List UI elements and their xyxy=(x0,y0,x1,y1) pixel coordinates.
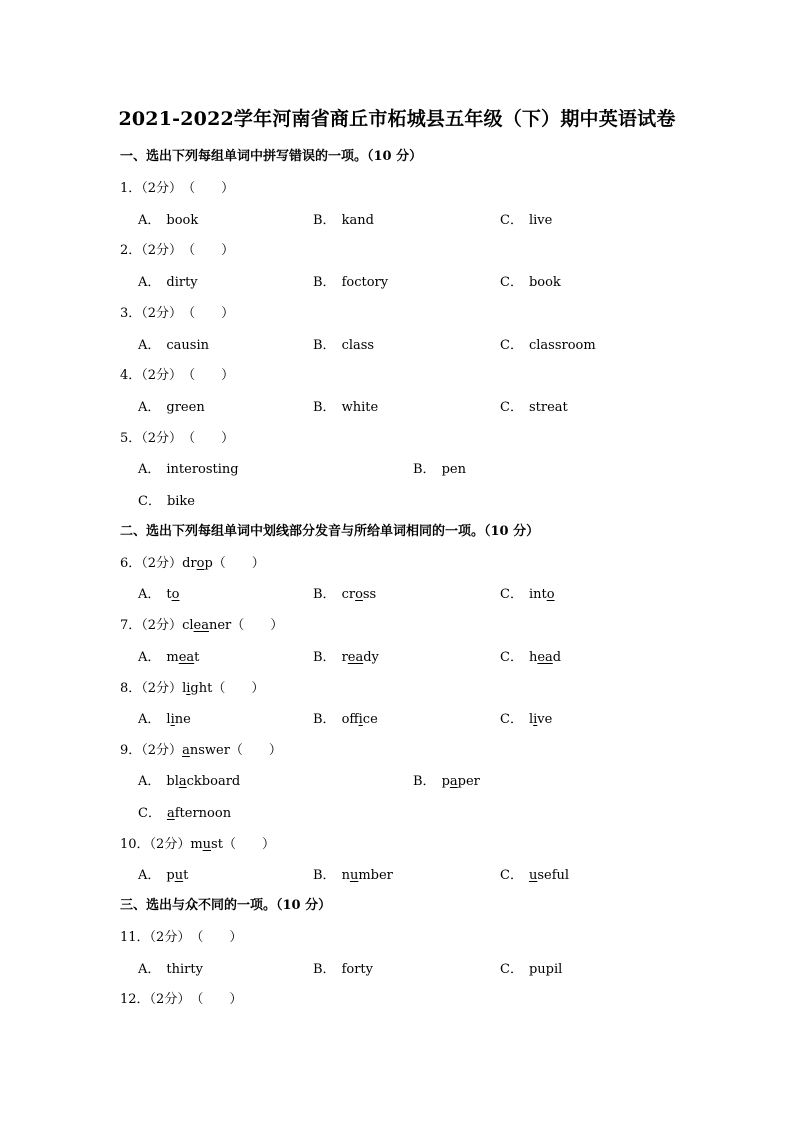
option-letter: B． xyxy=(313,712,336,727)
word-text: l xyxy=(182,681,187,696)
word-text: ss xyxy=(362,587,377,602)
question-number: 2． xyxy=(120,243,142,258)
word-text: thirty xyxy=(166,962,203,977)
question-6 xyxy=(120,552,265,571)
word-text: l xyxy=(528,712,534,727)
page-title: 2021-2022学年河南省商丘市柘城县五年级（下）期中英语试卷 xyxy=(118,108,676,130)
section-heading-1: 一、选出下列每组单词中拼写错误的一项。（10 分） xyxy=(120,149,423,164)
word-text: classroom xyxy=(528,338,596,353)
option-letter: B． xyxy=(413,774,436,789)
question-number: 1． xyxy=(120,181,142,196)
option-letter: C． xyxy=(500,213,523,228)
word-text: t xyxy=(166,587,172,602)
question-points: （2分） xyxy=(149,992,191,1007)
word-text: cl xyxy=(182,618,194,633)
answer-blank: （ ） xyxy=(182,181,235,196)
option-c xyxy=(500,583,555,602)
word-text: forty xyxy=(341,962,373,977)
word-text: seful xyxy=(537,868,570,883)
word-text: white xyxy=(341,400,379,415)
section-heading-2: 二、选出下列每组单词中划线部分发音与所给单词相同的一项。（10 分） xyxy=(120,524,540,539)
option-c xyxy=(500,271,561,290)
option-b xyxy=(313,646,379,665)
option-c xyxy=(500,334,596,353)
option-a xyxy=(138,958,203,977)
word-text: p xyxy=(441,774,450,789)
question-12 xyxy=(120,988,242,1007)
question-points: （2分） xyxy=(141,431,183,446)
option-letter: B． xyxy=(313,338,336,353)
word-text: cr xyxy=(341,587,356,602)
word-text: l xyxy=(166,712,171,727)
option-b xyxy=(313,864,393,883)
word-text: st xyxy=(211,837,223,852)
option-letter: C． xyxy=(138,806,161,821)
question-points: （2分） xyxy=(141,681,183,696)
question-points: （2分） xyxy=(141,243,183,258)
question-9 xyxy=(120,739,282,758)
question-number: 12． xyxy=(120,992,150,1007)
word-text: pupil xyxy=(528,962,563,977)
option-letter: A． xyxy=(138,587,161,602)
option-b xyxy=(413,458,466,477)
answer-blank: （ ） xyxy=(182,368,235,383)
option-letter: A． xyxy=(138,650,161,665)
answer-blank: （ ） xyxy=(222,837,275,852)
option-letter: A． xyxy=(138,462,161,477)
option-letter: B． xyxy=(413,462,436,477)
answer-blank: （ ） xyxy=(212,556,265,571)
word-text: int xyxy=(528,587,547,602)
word-text: ght xyxy=(190,681,213,696)
underlined-letters: o xyxy=(546,587,555,602)
option-a xyxy=(138,396,205,415)
option-letter: A． xyxy=(138,338,161,353)
question-7 xyxy=(120,614,283,633)
word-text: dirty xyxy=(166,275,198,290)
word-text: per xyxy=(457,774,480,789)
option-b xyxy=(313,583,376,602)
underlined-letters: i xyxy=(358,712,363,727)
underlined-letters: i xyxy=(170,712,175,727)
option-letter: A． xyxy=(138,774,161,789)
underlined-letters: o xyxy=(171,587,180,602)
question-points: （2分） xyxy=(141,556,183,571)
word-text: class xyxy=(341,338,375,353)
option-letter: B． xyxy=(313,962,336,977)
option-b xyxy=(413,770,480,789)
word-text: bike xyxy=(166,494,196,509)
word-text: p xyxy=(204,556,213,571)
option-letter: A． xyxy=(138,213,161,228)
option-letter: A． xyxy=(138,275,161,290)
underlined-letters: u xyxy=(202,837,212,852)
option-letter: C． xyxy=(500,400,523,415)
question-points: （2分） xyxy=(141,181,183,196)
word-text: ne xyxy=(174,712,191,727)
option-letter: C． xyxy=(138,494,161,509)
option-b xyxy=(313,209,374,228)
option-letter: C． xyxy=(500,650,523,665)
word-text: foctory xyxy=(341,275,389,290)
word-text: pen xyxy=(441,462,466,477)
answer-blank: （ ） xyxy=(231,618,284,633)
word-text: fternoon xyxy=(174,806,232,821)
question-8 xyxy=(120,677,264,696)
question-points: （2分） xyxy=(141,306,183,321)
option-letter: C． xyxy=(500,275,523,290)
option-a xyxy=(138,583,179,602)
option-c xyxy=(500,646,561,665)
option-a xyxy=(138,864,188,883)
answer-blank: （ ） xyxy=(182,431,235,446)
question-number: 3． xyxy=(120,306,142,321)
word-text: ckboard xyxy=(186,774,241,789)
question-number: 11． xyxy=(120,930,150,945)
word-text: p xyxy=(166,868,175,883)
question-number: 8． xyxy=(120,681,142,696)
question-4 xyxy=(120,364,234,383)
option-c xyxy=(500,396,568,415)
word-text: streat xyxy=(528,400,568,415)
word-text: r xyxy=(341,650,348,665)
option-b xyxy=(313,958,373,977)
option-c xyxy=(500,708,552,727)
underlined-letters: o xyxy=(355,587,363,602)
word-text: book xyxy=(166,213,199,228)
word-text: green xyxy=(166,400,205,415)
question-3 xyxy=(120,302,234,321)
answer-blank: （ ） xyxy=(182,306,235,321)
underlined-letters: a xyxy=(449,774,458,789)
underlined-letters: i xyxy=(533,712,538,727)
option-a xyxy=(138,770,240,789)
option-letter: C． xyxy=(500,962,523,977)
question-points: （2分） xyxy=(141,743,183,758)
word-text: mber xyxy=(358,868,393,883)
question-number: 4． xyxy=(120,368,142,383)
option-b xyxy=(313,396,378,415)
option-b xyxy=(313,271,388,290)
option-c xyxy=(138,802,231,821)
question-number: 9． xyxy=(120,743,142,758)
word-text: t xyxy=(194,650,200,665)
underlined-letters: i xyxy=(186,681,191,696)
word-text: dr xyxy=(182,556,197,571)
question-points: （2分） xyxy=(141,368,183,383)
question-number: 10． xyxy=(120,837,150,852)
word-text: off xyxy=(341,712,359,727)
option-a xyxy=(138,458,239,477)
option-letter: B． xyxy=(313,868,336,883)
question-1 xyxy=(120,177,234,196)
underlined-letters: o xyxy=(196,556,205,571)
option-c xyxy=(500,864,569,883)
option-letter: B． xyxy=(313,587,336,602)
word-text: n xyxy=(341,868,350,883)
underlined-letters: a xyxy=(178,774,187,789)
word-text: live xyxy=(528,213,553,228)
word-text: kand xyxy=(341,213,374,228)
option-c xyxy=(500,958,562,977)
question-number: 6． xyxy=(120,556,142,571)
underlined-letters: a xyxy=(166,806,175,821)
word-text: m xyxy=(166,650,179,665)
section-heading-3: 三、选出与众不同的一项。（10 分） xyxy=(120,898,332,913)
question-10 xyxy=(120,833,275,852)
option-letter: C． xyxy=(500,868,523,883)
underlined-letters: u xyxy=(349,868,359,883)
word-text: m xyxy=(190,837,203,852)
option-a xyxy=(138,646,199,665)
option-letter: B． xyxy=(313,213,336,228)
option-a xyxy=(138,708,191,727)
option-letter: A． xyxy=(138,962,161,977)
option-b xyxy=(313,708,378,727)
option-letter: B． xyxy=(313,275,336,290)
word-text: bl xyxy=(166,774,179,789)
word-text: ner xyxy=(208,618,232,633)
option-letter: A． xyxy=(138,400,161,415)
word-text: book xyxy=(528,275,561,290)
answer-blank: （ ） xyxy=(229,743,282,758)
question-11 xyxy=(120,926,242,945)
option-b xyxy=(313,334,374,353)
question-5 xyxy=(120,427,234,446)
option-letter: A． xyxy=(138,868,161,883)
underlined-letters: u xyxy=(174,868,184,883)
option-letter: C． xyxy=(500,587,523,602)
option-letter: B． xyxy=(313,650,336,665)
word-text: nswer xyxy=(189,743,230,758)
question-points: （2分） xyxy=(149,837,191,852)
word-text: ve xyxy=(537,712,553,727)
word-text: interosting xyxy=(166,462,239,477)
question-number: 5． xyxy=(120,431,142,446)
answer-blank: （ ） xyxy=(190,992,243,1007)
question-2 xyxy=(120,239,234,258)
option-c xyxy=(138,490,195,509)
word-text: causin xyxy=(166,338,209,353)
word-text: h xyxy=(528,650,538,665)
option-letter: C． xyxy=(500,712,523,727)
answer-blank: （ ） xyxy=(182,243,235,258)
option-letter: A． xyxy=(138,712,161,727)
word-text: ce xyxy=(362,712,378,727)
option-c xyxy=(500,209,552,228)
question-points: （2分） xyxy=(149,930,191,945)
underlined-letters: u xyxy=(528,868,538,883)
option-a xyxy=(138,334,209,353)
option-a xyxy=(138,209,198,228)
underlined-letters: ea xyxy=(193,618,209,633)
question-points: （2分） xyxy=(141,618,183,633)
question-number: 7． xyxy=(120,618,142,633)
underlined-letters: a xyxy=(182,743,190,758)
word-text: t xyxy=(183,868,189,883)
underlined-letters: ea xyxy=(347,650,364,665)
word-text: dy xyxy=(363,650,379,665)
underlined-letters: ea xyxy=(537,650,553,665)
answer-blank: （ ） xyxy=(190,930,243,945)
option-a xyxy=(138,271,198,290)
underlined-letters: ea xyxy=(178,650,195,665)
word-text: d xyxy=(552,650,562,665)
option-letter: C． xyxy=(500,338,523,353)
option-letter: B． xyxy=(313,400,336,415)
answer-blank: （ ） xyxy=(212,681,265,696)
